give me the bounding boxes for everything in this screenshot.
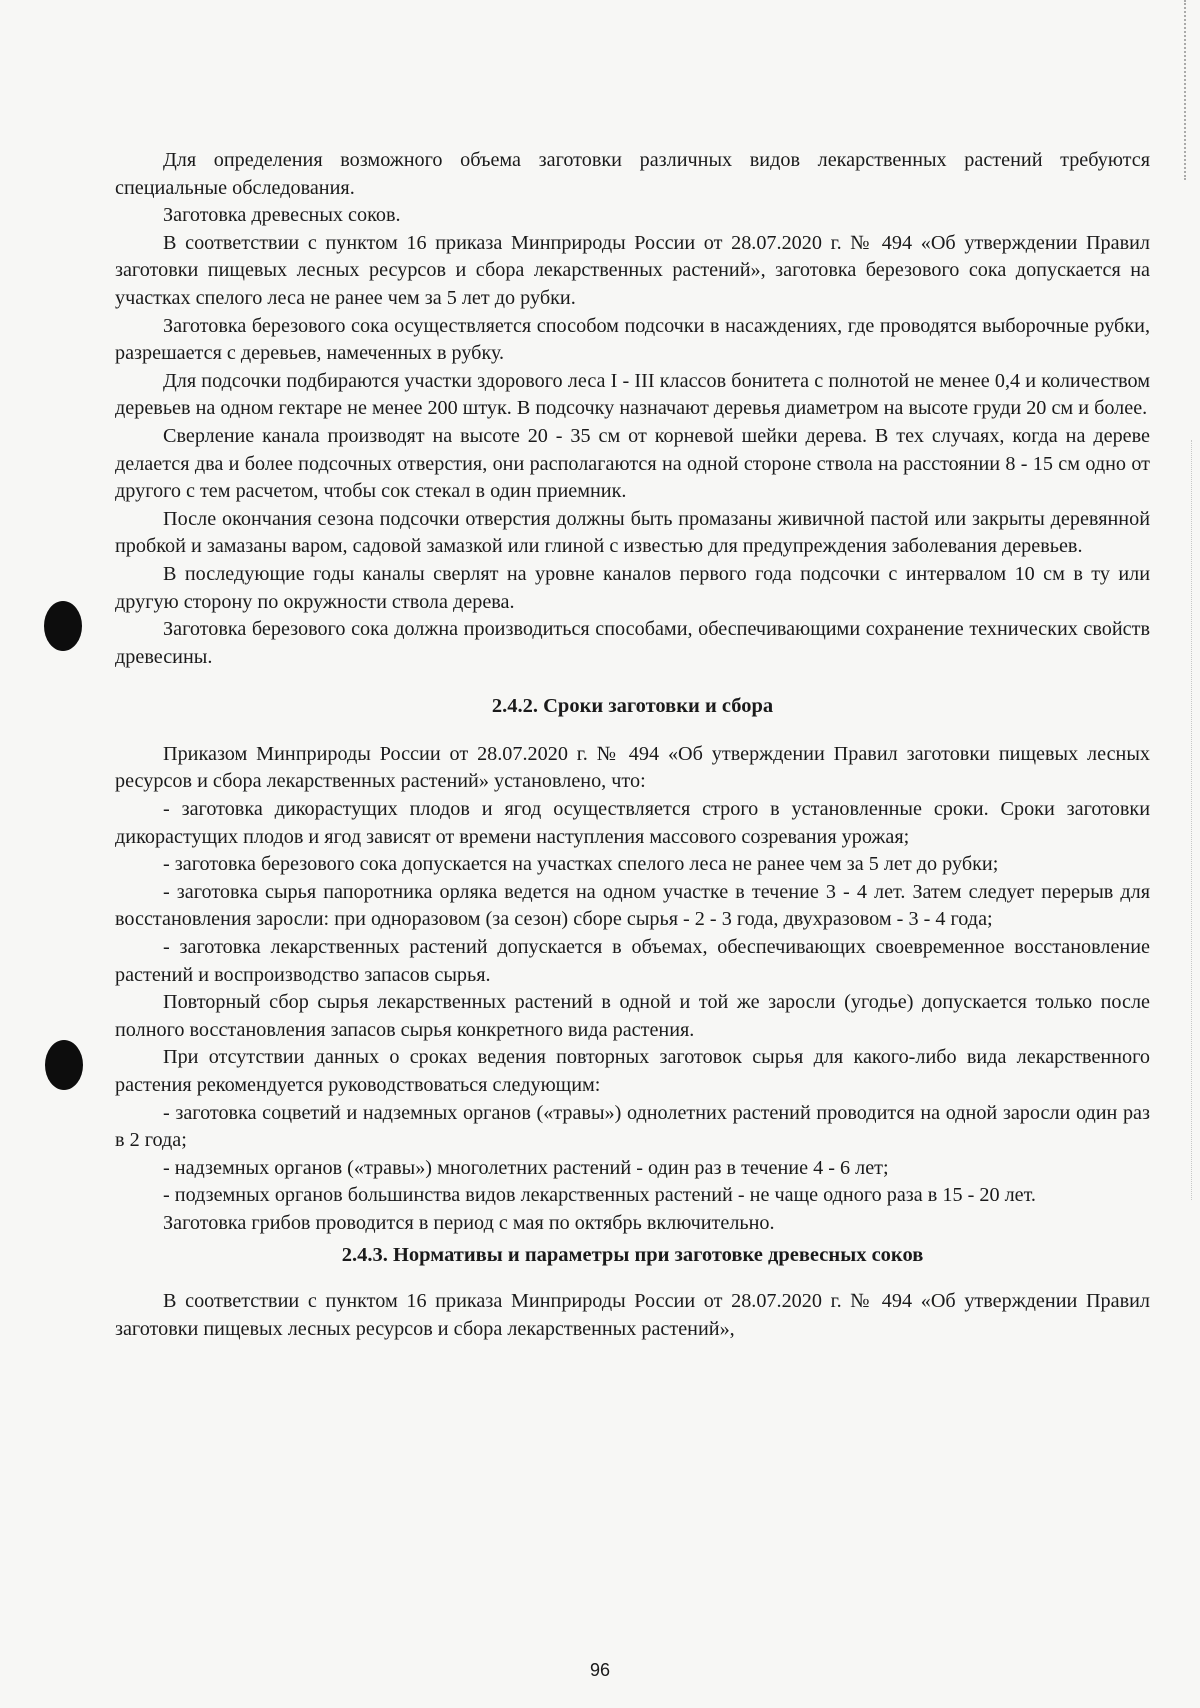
punch-hole <box>44 601 82 651</box>
paragraph: В соответствии с пунктом 16 приказа Минприроды России от 28.07.2020 г. № 494 «Об утверждении Правил заготовки пищевых лесных ресурсов и сбора лекарственных растений», заготовка березового сока допускается на участках спелого леса не ранее чем за 5 лет до рубки. <box>115 231 1150 309</box>
paragraph: В соответствии с пунктом 16 приказа Минприроды России от 28.07.2020 г. № 494 «Об утверждении Правил заготовки пищевых лесных ресурсов и сбора лекарственных растений», <box>115 1290 1150 1340</box>
paragraph: Приказом Минприроды России от 28.07.2020 г. № 494 «Об утверждении Правил заготовки пищевых лесных ресурсов и сбора лекарственных растений» установлено, что: <box>115 742 1150 793</box>
list-item: - заготовка дикорастущих плодов и ягод осуществляется строго в установленные сроки. Сроки заготовки дикорастущих плодов и ягод зависят от времени наступления массового созревания урожая; <box>115 798 1150 848</box>
paragraph: Заготовка древесных соков. <box>163 204 401 227</box>
paragraph: Заготовка березового сока осуществляется способом подсочки в насаждениях, где проводятся выборочные рубки, разрешается с деревьев, намеченных в рубку. <box>115 314 1150 365</box>
list-item: - подземных органов большинства видов лекарственных растений - не чаще одного раза в 15 - 20 лет. <box>163 1184 1036 1207</box>
list-item: - надземных органов («травы») многолетних растений - один раз в течение 4 - 6 лет; <box>163 1156 889 1179</box>
scan-edge-mark <box>1188 440 1192 1200</box>
list-item: - заготовка лекарственных растений допускается в объемах, обеспечивающих своевременное восстановление растений и воспроизводство запасов сырья. <box>115 936 1150 986</box>
section-heading: 2.4.2. Сроки заготовки и сбора <box>491 695 774 718</box>
punch-hole <box>45 1040 83 1090</box>
list-item: - заготовка соцветий и надземных органов («травы») однолетних растений проводится на одной заросли один раз в 2 года; <box>115 1101 1150 1152</box>
page-number: 96 <box>589 1660 611 1680</box>
body-text <box>115 147 1150 1343</box>
paragraph: Для подсочки подбираются участки здорового леса I - III классов бонитета с полнотой не менее 0,4 и количеством деревьев на одном гектаре не менее 200 штук. В подсочку назначают деревья диаметром на высоте груди 20 см и более. <box>115 369 1150 420</box>
paragraph: Заготовка грибов проводится в период с мая по октябрь включительно. <box>163 1211 775 1234</box>
paragraph: В последующие годы каналы сверлят на уровне каналов первого года подсочки с интервалом 10 см в ту или другую сторону по окружности ствола дерева. <box>115 562 1150 613</box>
list-item: - заготовка сырья папоротника орляка ведется на одном участке в течение 3 - 4 лет. Затем следует перерыв для восстановления заросли: при одноразовом (за сезон) сборе сырья - 2 - 3 года, двухразовом - 3 - 4 года; <box>115 880 1150 931</box>
paragraph: Заготовка березового сока должна производиться способами, обеспечивающими сохранение технических свойств древесины. <box>115 618 1150 668</box>
paragraph: При отсутствии данных о сроках ведения повторных заготовок сырья для какого-либо вида лекарственного растения рекомендуется руководствоваться следующим: <box>115 1046 1150 1096</box>
paragraph: Для определения возможного объема заготовки различных видов лекарственных растений требуются специальные обследования. <box>115 149 1150 199</box>
paragraph: Сверление канала производят на высоте 20 - 35 см от корневой шейки дерева. В тех случаях, когда на дереве делается два и более подсочных отверстия, они располагаются на одной стороне ствола на расстоянии 8 - 15 см одно от другого с тем расчетом, чтобы сок стекал в один приемник. <box>115 424 1150 503</box>
list-item: - заготовка березового сока допускается на участках спелого леса не ранее чем за 5 лет до рубки; <box>163 853 999 876</box>
paragraph: После окончания сезона подсочки отверстия должны быть промазаны живичной пастой или закрыты деревянной пробкой и замазаны варом, садовой замазкой или глиной с известью для предупреждения заболевания деревьев. <box>115 507 1150 558</box>
section-heading: 2.4.3. Нормативы и параметры при заготовке древесных соков <box>341 1243 924 1266</box>
paragraph: Повторный сбор сырья лекарственных растений в одной и той же заросли (угодье) допускается только после полного восстановления запасов сырья конкретного вида растения. <box>115 991 1150 1041</box>
scan-edge-mark <box>1181 0 1186 180</box>
